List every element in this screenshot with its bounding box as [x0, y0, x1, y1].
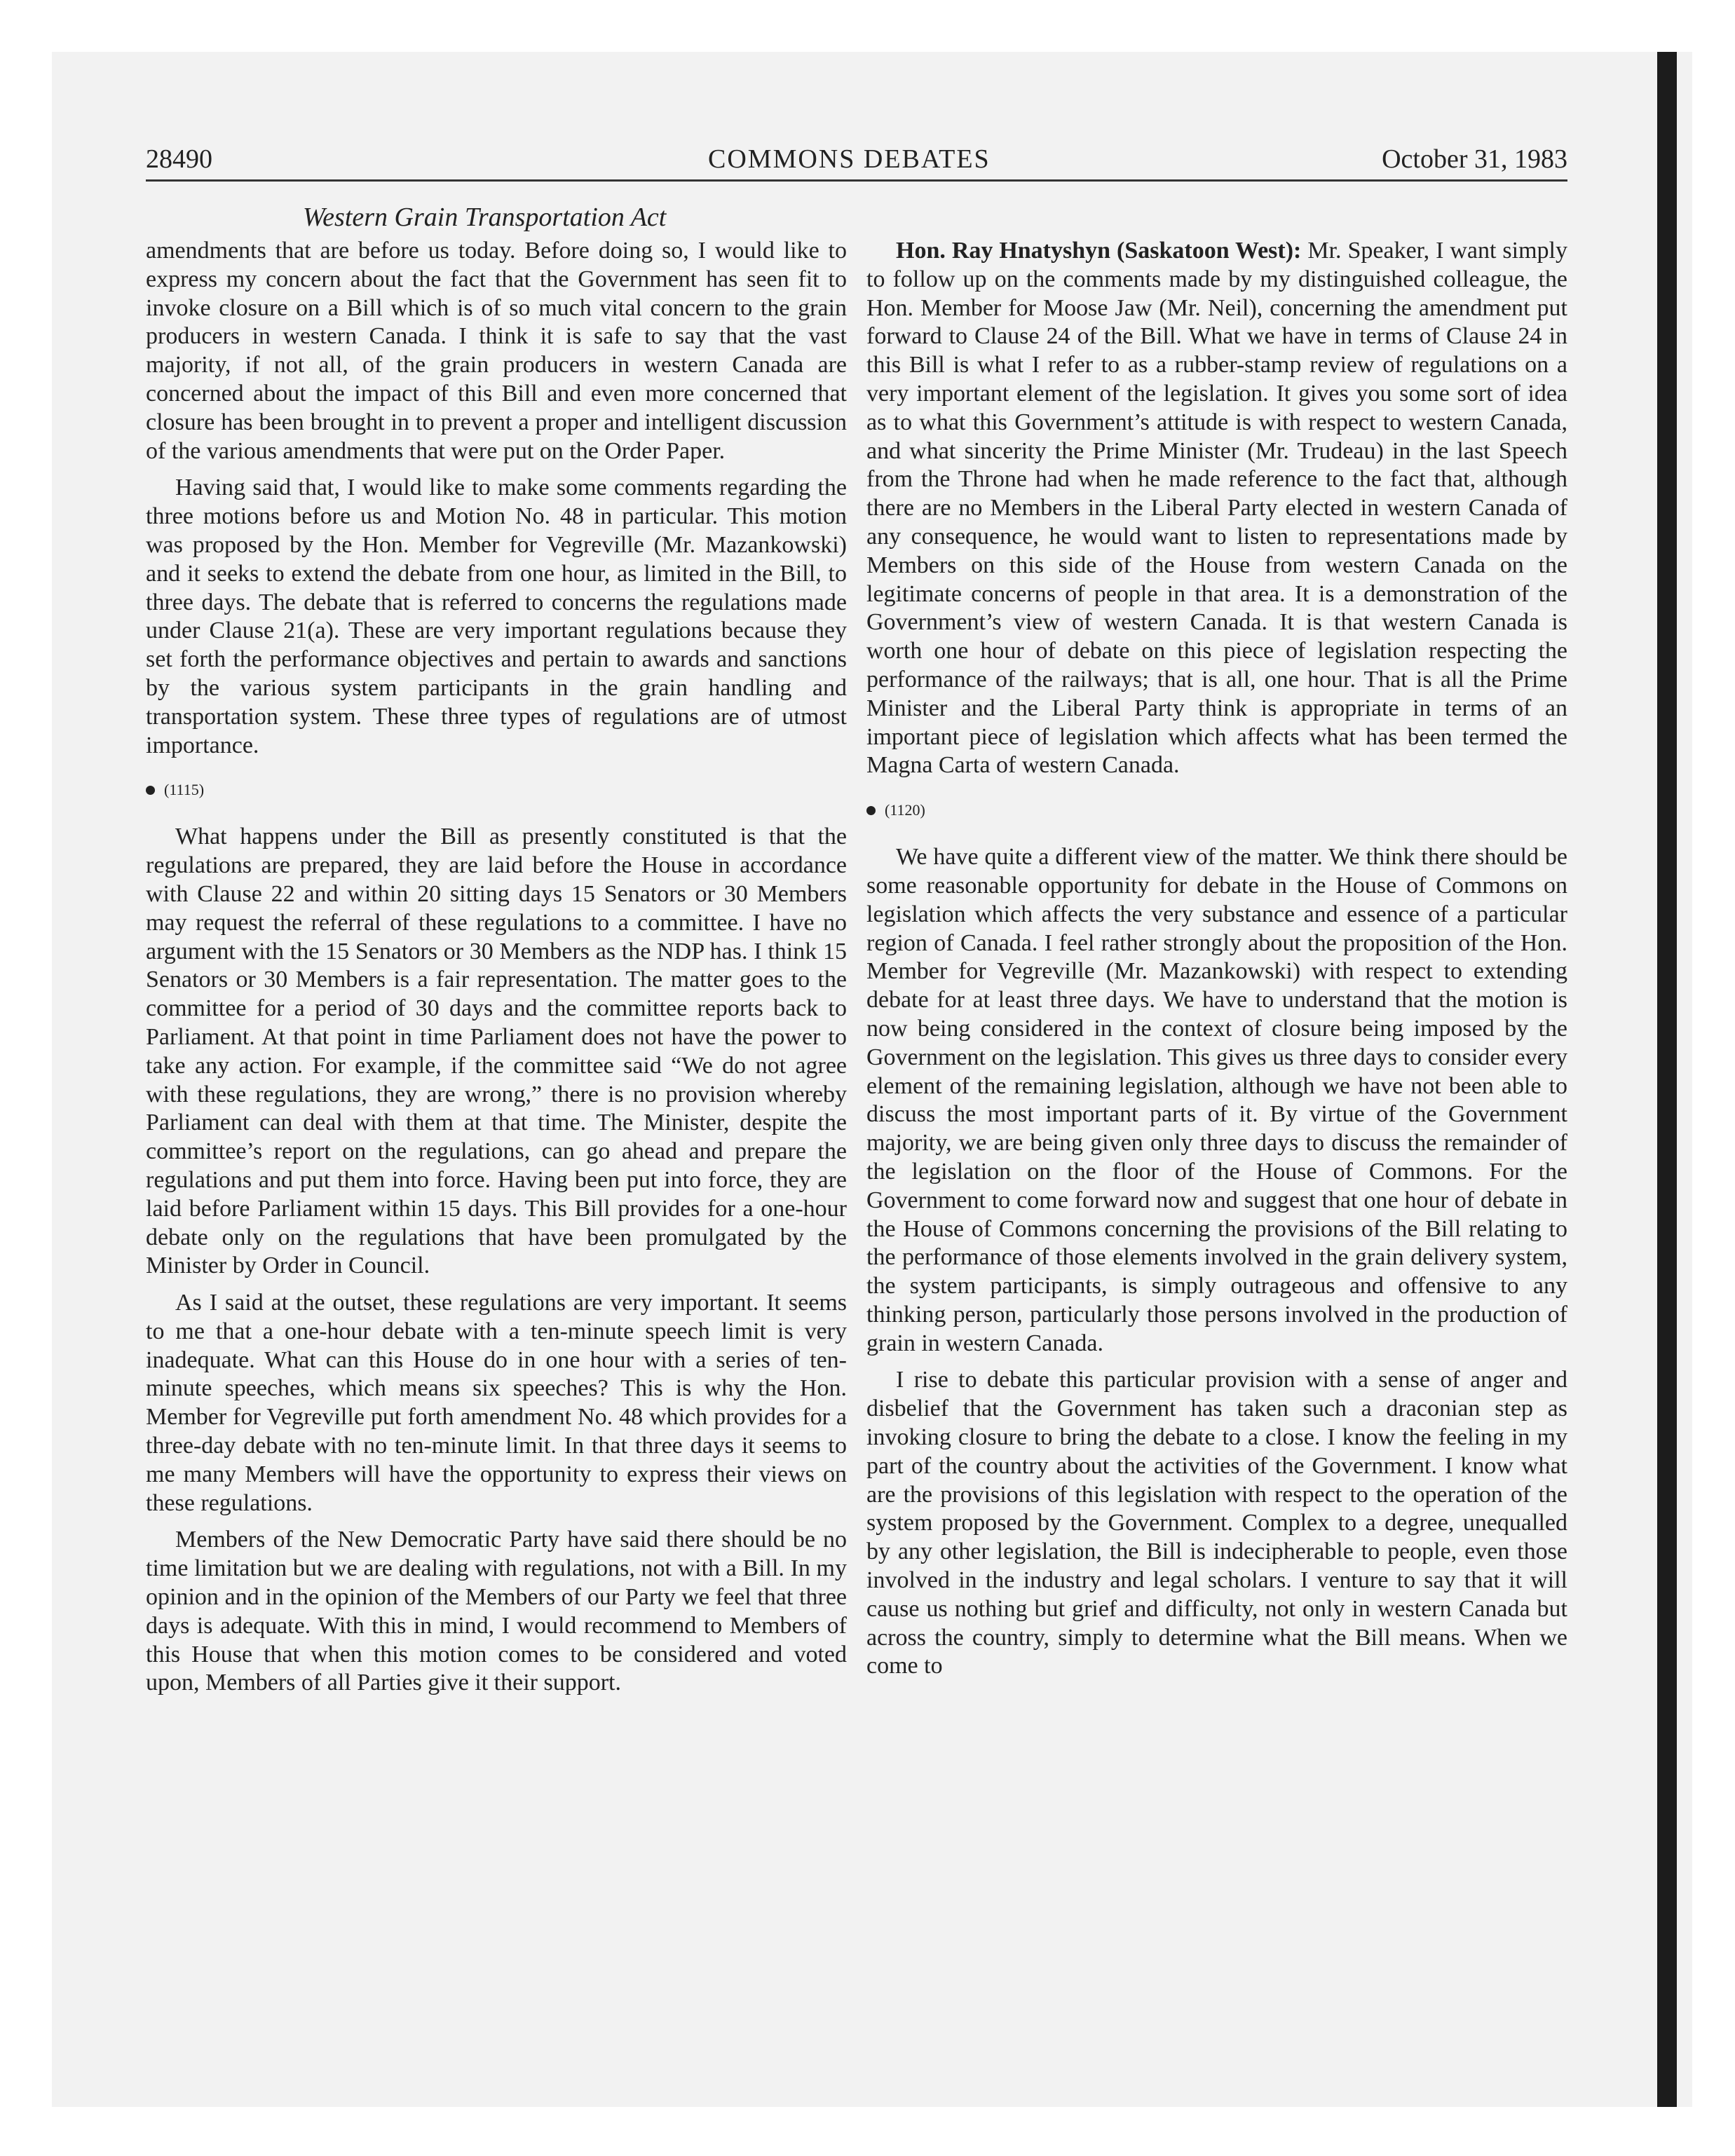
timestamp-marker	[146, 781, 847, 799]
speaker-paragraph	[866, 237, 1567, 780]
right-column	[866, 237, 1567, 1689]
scan-edge-bar	[1657, 52, 1677, 2107]
speaker-name: Hon. Ray Hnatyshyn (Saskatoon West):	[896, 238, 1302, 264]
paragraph: Having said that, I would like to make some comments regarding the three motions before us and Motion No. 48 in particular. This motion was proposed by the Hon. Member for Vegreville (Mr. Mazankowski) and it seeks to extend the debate from one hour, as limited in the Bill, to three days. The debate that is referred to concerns the regulations made under Clause 21(a). These are very important regulations because they set forth the performance objectives and pertain to awards and sanctions by the various system participants in the grain handling and transportation system. These three types of regulations are of utmost importance.	[146, 475, 847, 758]
bullet-icon	[146, 786, 155, 795]
timestamp: (1120)	[885, 801, 925, 819]
page-number: 28490	[146, 144, 212, 174]
paragraph: We have quite a different view of the matter. We think there should be some reasonable opportunity for debate in the House of Commons on legislation which affects the very substance and essence of a particular region of Canada. I feel rather strongly about the proposition of the Hon. Member for Vegreville (Mr. Mazankowski) with respect to extending debate for at least three days. We have to understand that the motion is now being considered in the context of closure being imposed by the Government on the legislation. This gives us three days to consider every element of the remaining legislation, although we have not been able to discuss the most important parts of it. By virtue of the Government majority, we are being given only three days to discuss the remainder of the legislation on the floor of the House of Commons. For the Government to come forward now and suggest that one hour of debate in the House of Commons concerning the provisions of the Bill relating to the performance of those elements involved in the grain delivery system, the system participants, is simply outrageous and offensive to any thinking person, particularly those persons involved in the production of grain in western Canada.	[866, 844, 1567, 1356]
timestamp-marker	[866, 801, 1567, 819]
running-title: COMMONS DEBATES	[708, 144, 991, 174]
left-column	[146, 237, 847, 1706]
bullet-icon	[866, 806, 876, 815]
page-date: October 31, 1983	[1382, 144, 1567, 174]
paragraph: Members of the New Democratic Party have said there should be no time limitation but we are dealing with regulations, not with a Bill. In my opinion and in the opinion of the Members of our Party we feel that three days is adequate. With this in mind, I would recommend to Members of this House that when this motion comes to be considered and voted upon, Members of all Parties give it their support.	[146, 1527, 847, 1696]
paragraph: amendments that are before us today. Before doing so, I would like to express my concern about the fact that the Government has seen fit to invoke closure on a Bill which is of so much vital concern to the grain producers in western Canada. I think it is safe to say that the vast majority, if not all, of the grain producers in western Canada are concerned about the impact of this Bill and even more concerned that closure has been brought in to prevent a proper and intelligent discussion of the various amendments that were put on the Order Paper.	[146, 238, 847, 464]
section-title: Western Grain Transportation Act	[303, 203, 667, 232]
paragraph: What happens under the Bill as presently constituted is that the regulations are prepared, they are laid before the House in accordance with Clause 22 and within 20 sitting days 15 Senators or 30 Members may request the referral of these regulations to a committee. I have no argument with the 15 Senators or 30 Members as the NDP has. I think 15 Senators or 30 Members is a fair representation. The matter goes to the committee for a period of 30 days and the committee reports back to Parliament. At that point in time Parliament does not have the power to take any action. For example, if the committee said “We do not agree with these regulations, they are wrong,” there is no provision whereby Parliament can deal with them at that time. The Minister, despite the committee’s report on the regulations, can go ahead and prepare the regulations and put them into force. Having been put into force, they are laid before Parliament within 15 days. This Bill provides for a one-hour debate only on the regulations that have been promulgated by the Minister by Order in Council.	[146, 824, 847, 1279]
paragraph: I rise to debate this particular provision with a sense of anger and disbelief that the Government has taken such a draconian step as invoking closure to bring the debate to a close. I know the feeling in my part of the country about the activities of the Government. I know what are the provisions of this legislation with respect to the operation of the system proposed by the Government. Complex to a degree, unequalled by any other legislation, the Bill is indecipherable to people, even those involved in the industry and legal scholars. I venture to say that it will cause us nothing but grief and difficulty, not only in western Canada but across the country, simply to determine what the Bill means. When we come to	[866, 1367, 1567, 1679]
timestamp: (1115)	[164, 781, 205, 799]
paragraph: As I said at the outset, these regulations are very important. It seems to me that a one-hour debate with a ten-minute speech limit is very inadequate. What can this House do in one hour with a series of ten-minute speeches, which means six speeches? This is why the Hon. Member for Vegreville put forth amendment No. 48 which provides for a three-day debate with no ten-minute limit. In that three days it seems to me many Members will have the opportunity to express their views on these regulations.	[146, 1290, 847, 1516]
speaker-text: Mr. Speaker, I want simply to follow up on the comments made by my distinguished colleague, the Hon. Member for Moose Jaw (Mr. Neil), concerning the amendment put forward to Clause 24 of the Bill. What we have in terms of Clause 24 in this Bill is what I refer to as a rubber-stamp review of regulations on a very important element of the legislation. It gives you some sort of idea as to what this Government’s attitude is with respect to western Canada, and what sincerity the Prime Minister (Mr. Trudeau) in the last Speech from the Throne had when he made reference to the fact that, although there are no Members in the Liberal Party elected in western Canada of any consequence, he would want to listen to representations made by Members on this side of the House from western Canada on the legitimate concerns of people in that area. It is a demonstration of the Government’s view of western Canada. It is that western Canada is worth one hour of debate on this piece of legislation respecting the performance of the railways; that is all, one hour. That is all the Prime Minister and the Liberal Party think is appropriate in terms of an important piece of legislation which affects what has been termed the Magna Carta of western Canada.	[866, 238, 1568, 779]
header-rule	[146, 179, 1567, 182]
